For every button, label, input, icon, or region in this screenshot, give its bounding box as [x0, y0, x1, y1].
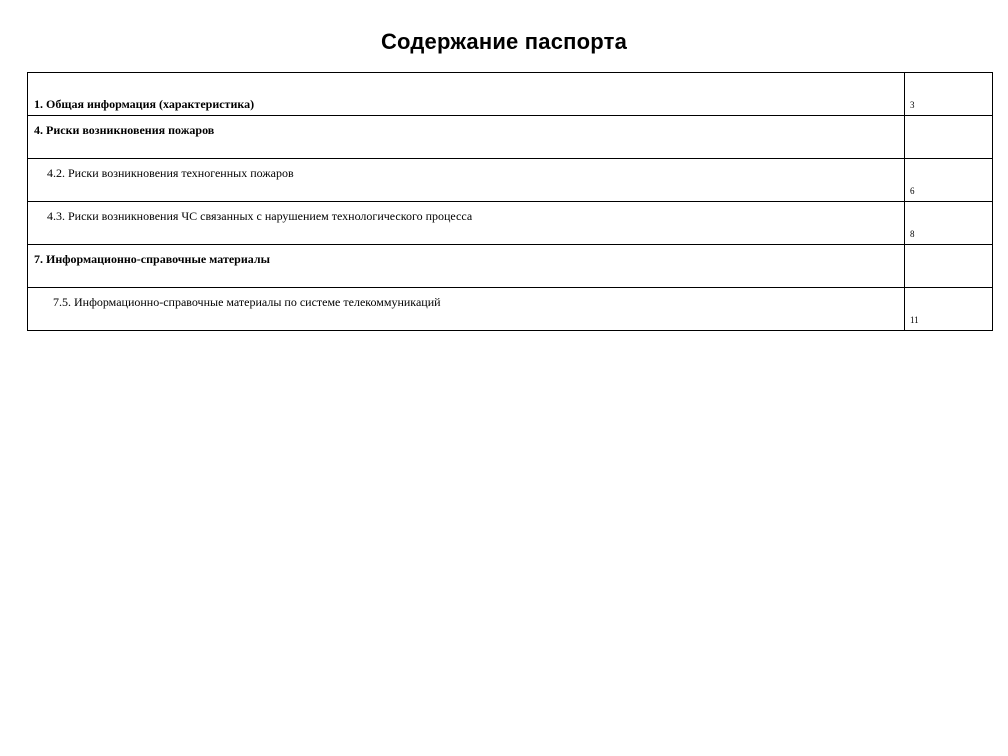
toc-page-cell [905, 116, 993, 159]
toc-page-number: 8 [910, 229, 915, 239]
toc-page-cell [905, 288, 993, 331]
toc-item-label: 4. Риски возникновения пожаров [34, 123, 215, 137]
table-row [28, 202, 993, 245]
toc-item-cell [28, 159, 905, 202]
toc-item-cell [28, 116, 905, 159]
table-row [28, 116, 993, 159]
toc-item-cell [28, 288, 905, 331]
page-title: Содержание паспорта [380, 29, 628, 54]
toc-item-label: 4.2. Риски возникновения техногенных пожаров [47, 166, 294, 180]
toc-item-cell [28, 245, 905, 288]
toc-item-label: 7. Информационно-справочные материалы [34, 252, 270, 266]
toc-item-label: 1. Общая информация (характеристика) [34, 97, 255, 111]
toc-page-cell [905, 202, 993, 245]
contents-table [27, 72, 993, 331]
table-row [28, 159, 993, 202]
toc-page-number: 11 [910, 315, 919, 325]
table-row [28, 73, 993, 116]
toc-page-number: 6 [910, 186, 915, 196]
table-row [28, 245, 993, 288]
toc-item-label: 4.3. Риски возникновения ЧС связанных с нарушением технологического процесса [47, 209, 473, 223]
toc-page-cell [905, 245, 993, 288]
toc-item-cell [28, 73, 905, 116]
toc-page-number: 3 [910, 100, 915, 110]
table-row [28, 288, 993, 331]
toc-page-cell [905, 73, 993, 116]
toc-item-label: 7.5. Информационно-справочные материалы по системе телекоммуникаций [53, 295, 441, 309]
toc-item-cell [28, 202, 905, 245]
toc-page-cell [905, 159, 993, 202]
